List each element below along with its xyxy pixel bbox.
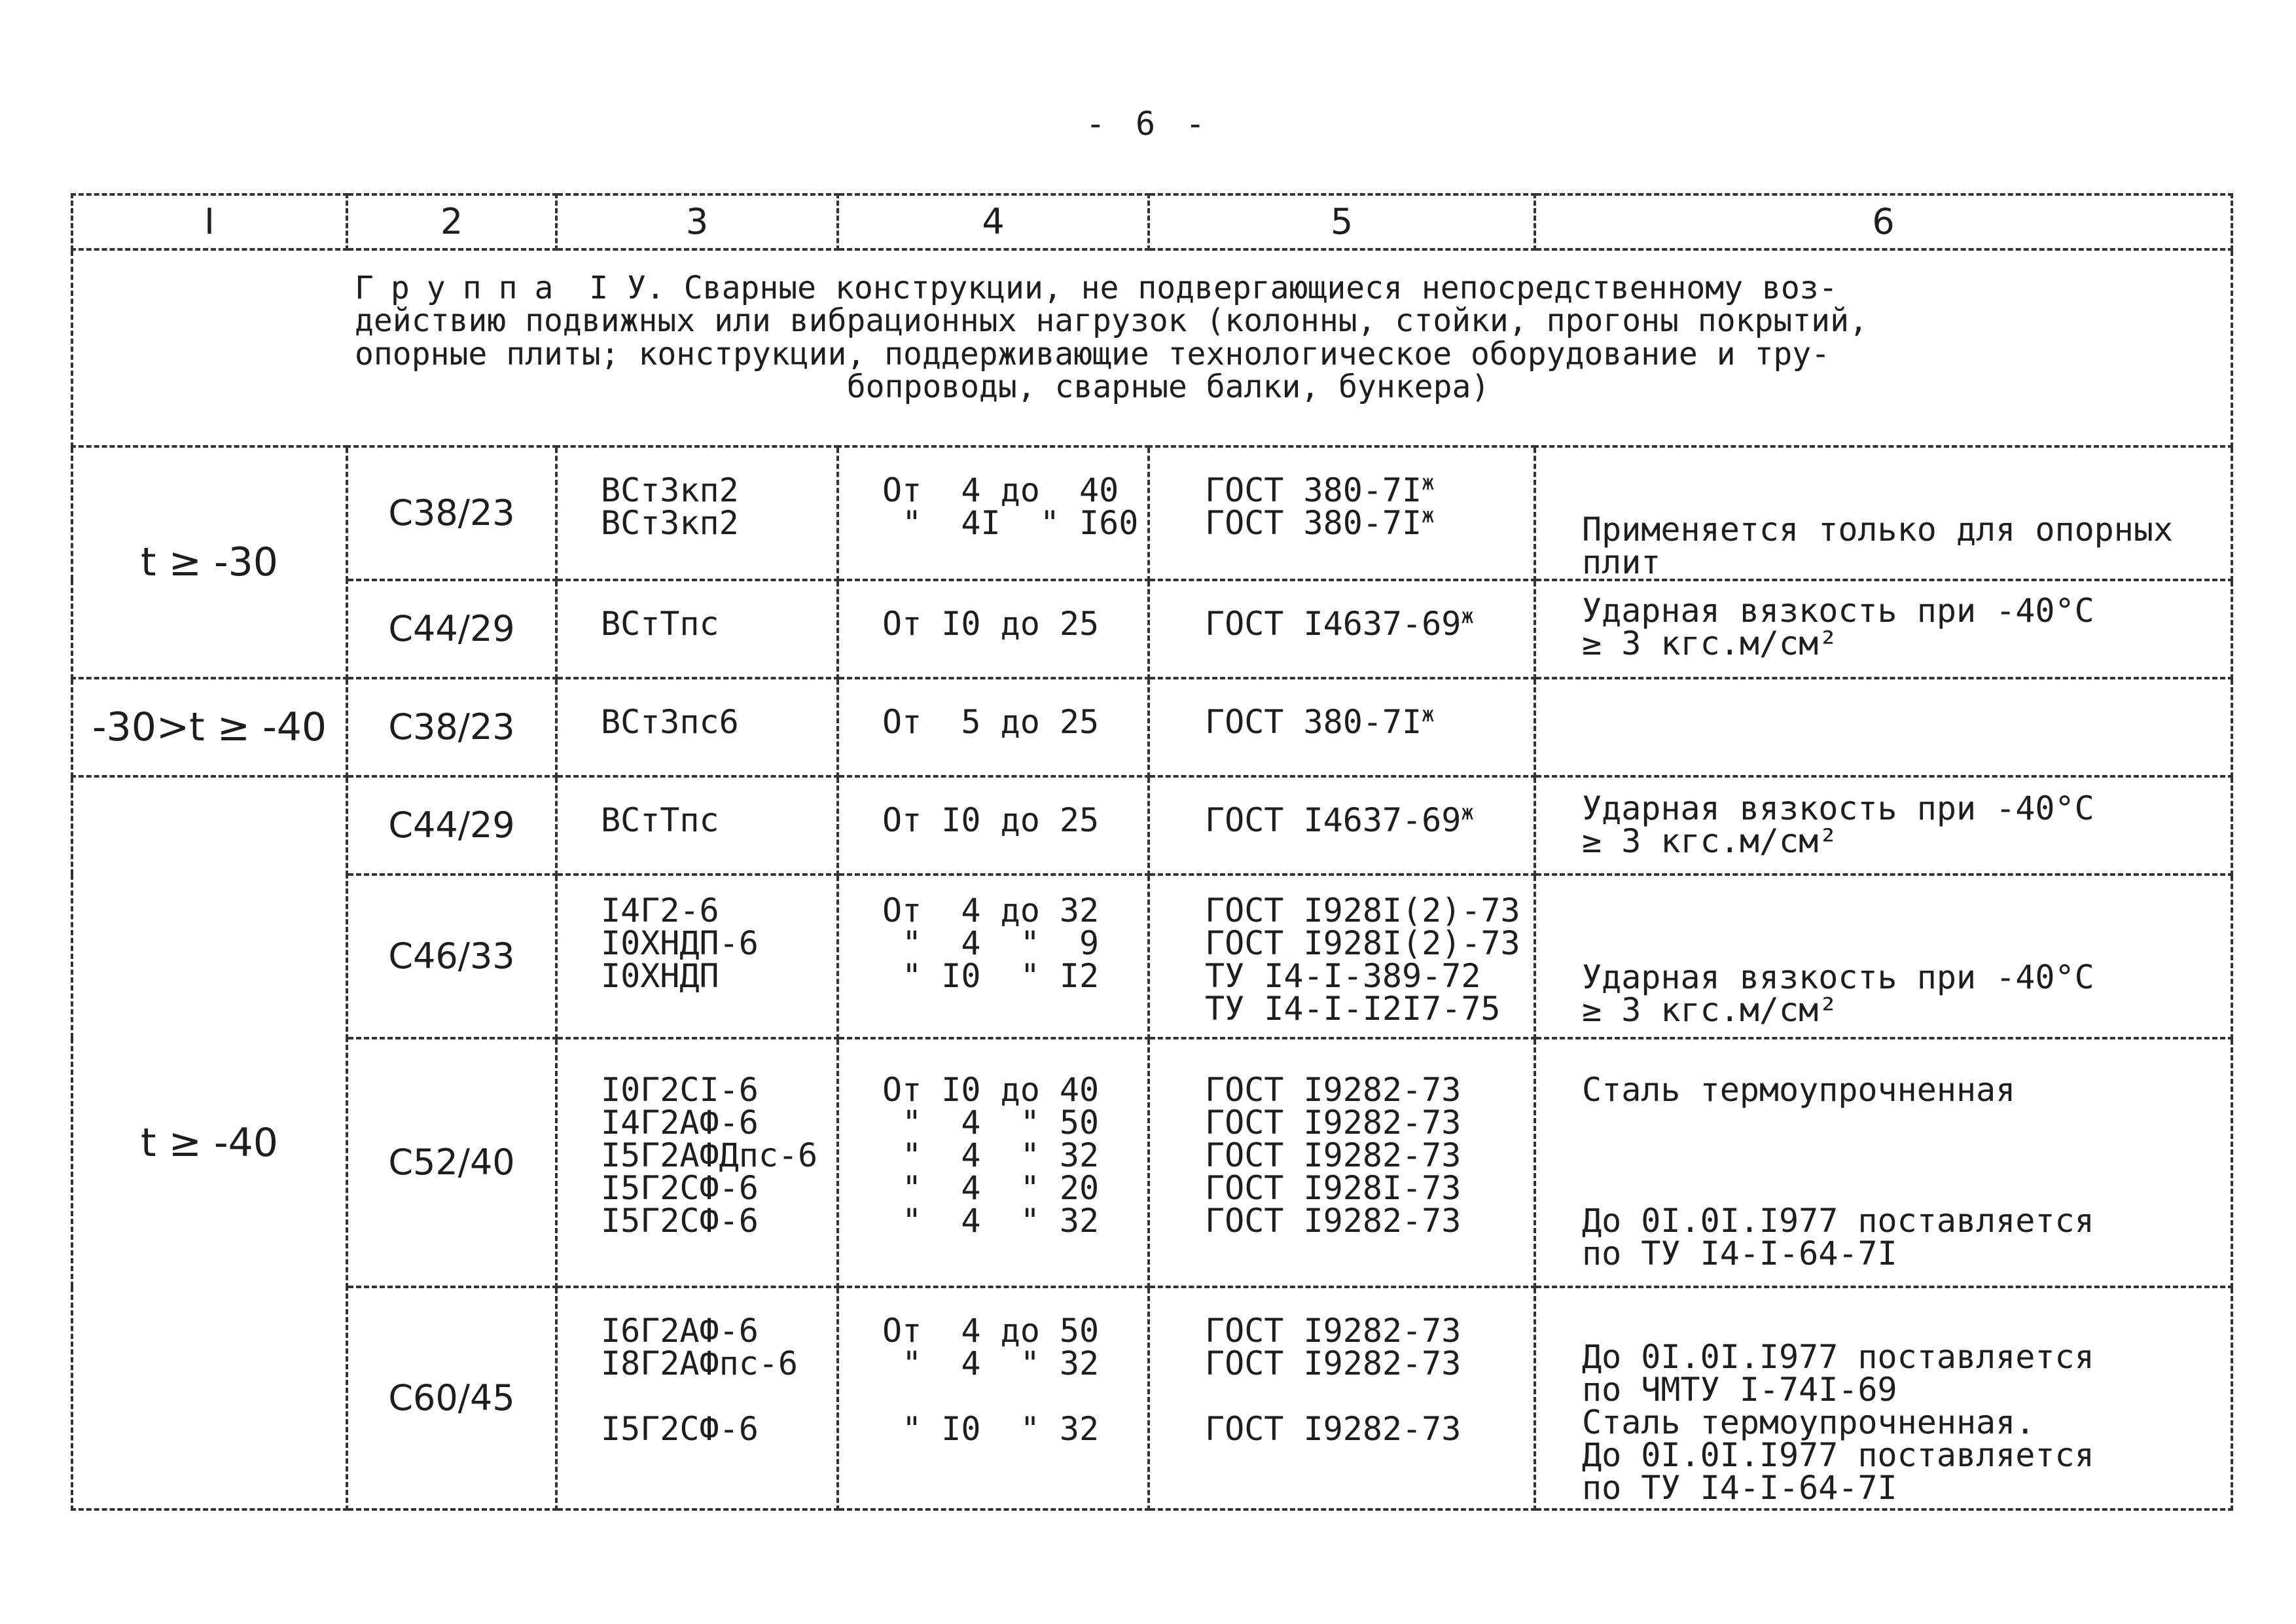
grade-cell: [556, 1038, 838, 1287]
standard-cell: [1149, 1038, 1535, 1287]
column-numbers-row: [72, 194, 2232, 249]
note-cell: [1535, 875, 2232, 1038]
grade-line: ВСт3кп2: [601, 504, 739, 542]
note-line: ≥ 3 кгс.м/см²: [1582, 624, 1839, 662]
group-heading: [72, 249, 2232, 446]
note-cell: [1535, 1287, 2232, 1509]
standard-mark: ж: [1461, 800, 1474, 825]
table-row: [72, 1287, 2232, 1509]
group-heading-row: [72, 249, 2232, 446]
thickness-line: От 4 до 40: [882, 471, 1119, 509]
thickness-line: От I0 до 25: [882, 801, 1100, 839]
standard-line: ГОСТ I9282-73: [1205, 1312, 1462, 1350]
thickness-line: " 4 " 9: [882, 924, 1100, 962]
standard-line: [1205, 1380, 1534, 1413]
thickness-line: " 4 " 50: [882, 1104, 1100, 1142]
standard-cell: [1149, 678, 1535, 776]
note-line: ≥ 3 кгс.м/см²: [1582, 822, 1839, 860]
standard-cell: [1149, 776, 1535, 875]
grade-line: I6Г2АФ-6: [601, 1312, 759, 1350]
note-line: по ТУ I4-I-64-7I: [1582, 1235, 1897, 1272]
thickness-cell: [838, 875, 1149, 1038]
thickness-line: " I0 " I2: [882, 957, 1100, 995]
column-number: 2: [347, 194, 556, 249]
standard-line: ГОСТ I9282-73: [1205, 1410, 1462, 1448]
note-line: Ударная вязкость при -40°С: [1582, 789, 2094, 827]
group-heading-line: действию подвижных или вибрационных нагрузок (колонны, стойки, прогоны покрытий,: [355, 302, 1868, 340]
grade-cell: [556, 875, 838, 1038]
grade-line: I4Г2АФ-6: [601, 1104, 759, 1142]
note-cell: [1535, 446, 2232, 580]
standard-line: ГОСТ I9282-73: [1205, 1071, 1462, 1109]
thickness-cell: [838, 678, 1149, 776]
note-line: по ТУ I4-I-64-7I: [1582, 1469, 1897, 1507]
thickness-line: От I0 до 40: [882, 1071, 1100, 1109]
column-number: I: [72, 194, 347, 249]
thickness-line: " 4 " 32: [882, 1344, 1100, 1382]
grade-cell: [556, 776, 838, 875]
thickness-line: " 4 " 32: [882, 1136, 1100, 1174]
thickness-line: " 4I " I60: [882, 504, 1139, 542]
steel-class-cell: С44/29: [347, 776, 556, 875]
thickness-line: От 4 до 32: [882, 892, 1100, 929]
grade-cell: [556, 1287, 838, 1509]
grade-line: I8Г2АФпс-6: [601, 1344, 798, 1382]
group-heading-line: опорные плиты; конструкции, поддерживающие технологическое оборудование и тру-: [355, 335, 1831, 372]
grade-line: ВСт3кп2: [601, 471, 739, 509]
table-row: [72, 580, 2232, 678]
grade-line: I5Г2СФ-6: [601, 1169, 759, 1207]
thickness-line: " I0 " 32: [882, 1410, 1100, 1448]
standard-line: ГОСТ $380-7I^ж$: [1205, 503, 1435, 542]
thickness-cell: [838, 580, 1149, 678]
grade-line: I4Г2-6: [601, 892, 719, 929]
grade-cell: [556, 580, 838, 678]
note-cell: [1535, 580, 2232, 678]
grade-line: I0ХНДП: [601, 957, 719, 995]
standard-line: ГОСТ I9282-73: [1205, 1202, 1462, 1240]
thickness-line: " 4 " 20: [882, 1169, 1100, 1207]
table-row: [72, 875, 2232, 1038]
temperature-cell: -30>t ≥ -40: [72, 678, 347, 776]
grade-line: ВСтТпс: [601, 605, 719, 643]
standard-line: ГОСТ $380-7I^ж$: [1205, 702, 1435, 741]
note-line: ≥ 3 кгс.м/см²: [1582, 991, 1839, 1029]
grade-line: I5Г2СФ-6: [601, 1410, 759, 1448]
standard-cell: [1149, 875, 1535, 1038]
note-cell: [1535, 678, 2232, 776]
standard-line: ГОСТ I9282-73: [1205, 1136, 1462, 1174]
standard-line: ГОСТ I928I(2)-73: [1205, 892, 1520, 929]
table-row: [72, 446, 2232, 580]
thickness-line: От 4 до 50: [882, 1312, 1100, 1350]
steel-class-cell: С38/23: [347, 678, 556, 776]
group-heading-lead: Группа: [355, 270, 571, 306]
note-line: Сталь термоупрочненная.: [1582, 1403, 2036, 1441]
steel-class-cell: С46/33: [347, 875, 556, 1038]
grade-line: ВСтТпс: [601, 801, 719, 839]
column-number: 5: [1149, 194, 1535, 249]
group-heading-line: бопроводы, сварные балки, бункера): [846, 369, 1490, 406]
standard-line: ГОСТ I928I(2)-73: [1205, 924, 1520, 962]
group-heading-line: I У. Сварные конструкции, не подвергающиеся непосредственному воз-: [570, 270, 1838, 306]
steel-class-cell: С52/40: [347, 1038, 556, 1287]
column-number: 4: [838, 194, 1149, 249]
note-line: по ЧМТУ I-74I-69: [1582, 1371, 1897, 1409]
table-row: [72, 678, 2232, 776]
standard-line: ТУ I4-I-I2I7-75: [1205, 990, 1501, 1028]
standard-line: ГОСТ I9282-73: [1205, 1104, 1462, 1142]
standard-cell: [1149, 1287, 1535, 1509]
note-line: Ударная вязкость при -40°С: [1582, 592, 2094, 630]
standard-line: ГОСТ $I4637-69^ж$: [1205, 604, 1474, 643]
standard-line: ТУ I4-I-389-72: [1205, 957, 1481, 995]
thickness-line: От I0 до 25: [882, 605, 1100, 643]
column-number: 6: [1535, 194, 2232, 249]
standard-cell: [1149, 580, 1535, 678]
standard-line: ГОСТ I928I-73: [1205, 1169, 1462, 1207]
grade-line: I5Г2СФ-6: [601, 1202, 759, 1240]
grade-cell: [556, 678, 838, 776]
note-line: Ударная вязкость при -40°С: [1582, 958, 2094, 996]
standard-mark: ж: [1461, 604, 1474, 628]
table-row: [72, 1038, 2232, 1287]
grade-line: I0ХНДП-6: [601, 924, 759, 962]
grade-line: I5Г2АФДпс-6: [601, 1136, 818, 1174]
steel-class-cell: С44/29: [347, 580, 556, 678]
standard-mark: ж: [1422, 702, 1435, 727]
standard-cell: [1149, 446, 1535, 580]
thickness-line: [882, 1380, 1147, 1413]
grade-line: I0Г2СI-6: [601, 1071, 759, 1109]
grade-line: [601, 1380, 836, 1413]
standard-line: ГОСТ $I4637-69^ж$: [1205, 800, 1474, 839]
grade-cell: [556, 446, 838, 580]
standard-line: ГОСТ I9282-73: [1205, 1344, 1462, 1382]
steel-table: [71, 193, 2233, 1511]
note-cell: [1535, 776, 2232, 875]
steel-class-cell: С38/23: [347, 446, 556, 580]
thickness-line: " 4 " 32: [882, 1202, 1100, 1240]
note-line: плит: [1582, 543, 1661, 581]
page-number: - 6 -: [1085, 105, 1211, 143]
thickness-cell: [838, 1038, 1149, 1287]
thickness-cell: [838, 1287, 1149, 1509]
temperature-cell: t ≥ -30: [72, 446, 347, 678]
thickness-line: От 5 до 25: [882, 703, 1100, 741]
thickness-cell: [838, 446, 1149, 580]
temperature-cell: t ≥ -40: [72, 776, 347, 1509]
steel-class-cell: С60/45: [347, 1287, 556, 1509]
column-number: 3: [556, 194, 838, 249]
grade-line: ВСт3пс6: [601, 703, 739, 741]
standard-mark: ж: [1422, 503, 1435, 528]
note-line: До 0I.0I.I977 поставляется: [1582, 1202, 2094, 1240]
thickness-cell: [838, 776, 1149, 875]
table-row: [72, 776, 2232, 875]
note-line: До 0I.0I.I977 поставляется: [1582, 1338, 2094, 1376]
note-line: До 0I.0I.I977 поставляется: [1582, 1436, 2094, 1474]
note-line: Сталь термоупрочненная: [1582, 1071, 2016, 1109]
standard-line: ГОСТ $380-7I^ж$: [1205, 470, 1435, 509]
standard-mark: ж: [1422, 470, 1435, 495]
note-line: Применяется только для опорных: [1582, 511, 2174, 549]
note-cell: [1535, 1038, 2232, 1287]
